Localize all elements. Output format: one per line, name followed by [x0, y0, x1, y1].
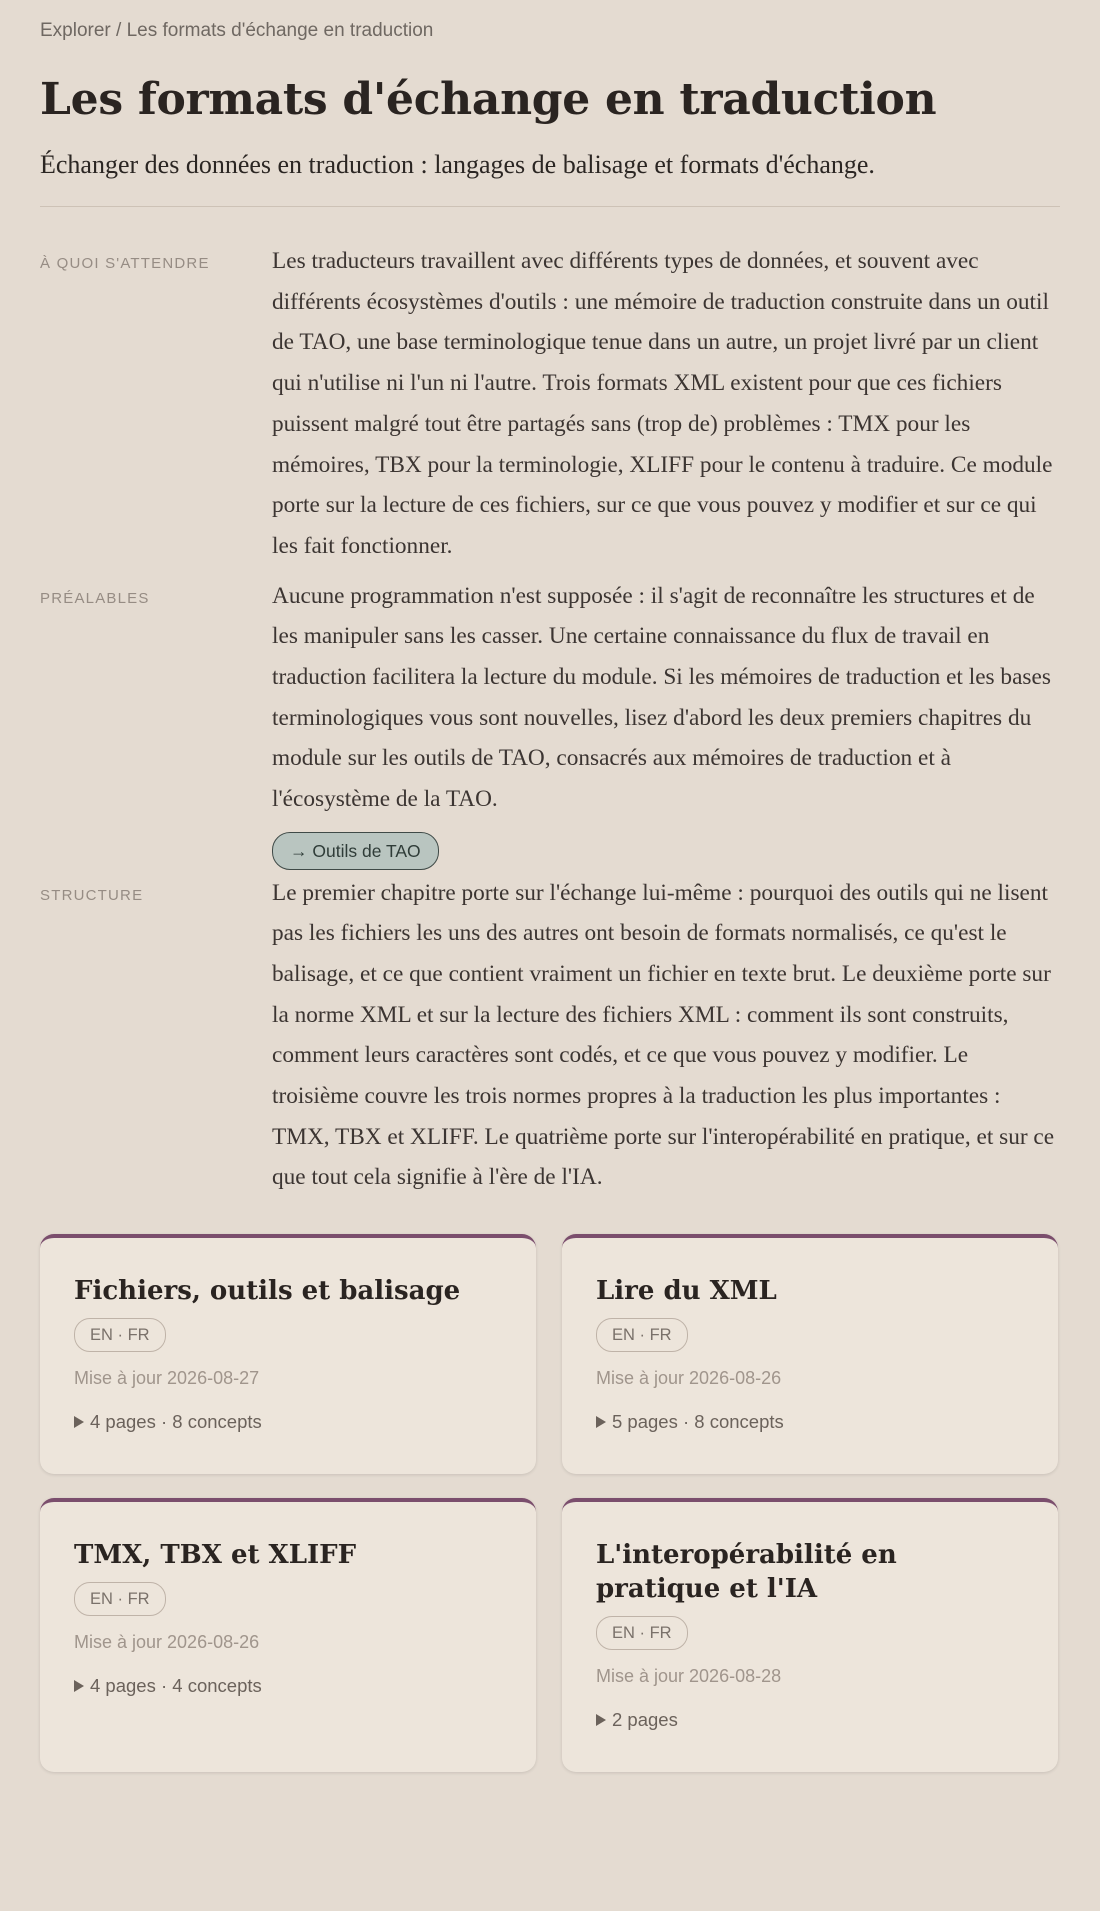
- updated-date: Mise à jour 2026-08-26: [74, 1632, 260, 1653]
- section-body: [272, 576, 1060, 871]
- chapter-card[interactable]: [40, 1234, 536, 1474]
- chapter-meta[interactable]: [596, 1708, 1024, 1732]
- page-title: Les formats d'échange en traduction: [40, 74, 937, 125]
- updated-date: Mise à jour 2026-08-28: [596, 1666, 782, 1687]
- section-text: Les traducteurs travaillent avec différents types de données, et souvent avec différents écosystèmes d'outils : une mémoire de traduction construite dans un outil de TAO, une base terminologique tenue dans un autre, un projet livré par un client qui n'utilise ni l'un ni l'autre. Trois formats XML existent pour que ces fichiers puissent malgré tout être partagés sans (trop de) problèmes : TMX pour les mémoires, TBX pour la terminologie, XLIFF pour le contenu à traduire. Ce module porte sur la lecture de ces fichiers, sur ce que vous pouvez y modifier et sur ce qui les fait fonctionner.: [272, 248, 1053, 559]
- section-structure: [40, 873, 1060, 1199]
- page-subtitle: Échanger des données en traduction : langages de balisage et formats d'échange.: [40, 150, 875, 179]
- divider: [40, 206, 1060, 207]
- chapter-meta-text: 5 pages · 8 concepts: [612, 1411, 784, 1433]
- triangle-right-icon: [596, 1714, 606, 1726]
- breadcrumb-separator: /: [110, 20, 127, 41]
- chapter-meta-text: 4 pages · 4 concepts: [90, 1675, 262, 1697]
- section-prerequisites: [40, 576, 1060, 871]
- section-label: STRUCTURE: [40, 886, 144, 904]
- section-text: Le premier chapitre porte sur l'échange lui-même : pourquoi des outils qui ne lisent pas les fichiers les uns des autres ont besoin de formats normalisés, ce qu'est le balisage, et ce que contient vraiment un fichier en texte brut. Le deuxième porte sur la norme XML et sur la lecture des fichiers XML : comment ils sont construits, comment leurs caractères sont codés, et ce que vous pouvez y modifier. Le troisième couvre les trois normes propres à la traduction les plus importantes : TMX, TBX et XLIFF. Le quatrième porte sur l'interopérabilité en pratique, et sur ce que tout cela signifie à l'ère de l'IA.: [272, 879, 1055, 1191]
- chapter-meta[interactable]: [596, 1410, 1024, 1434]
- chapter-meta[interactable]: [74, 1410, 502, 1434]
- chapter-title[interactable]: Lire du XML: [596, 1276, 777, 1307]
- language-badge: EN · FR: [596, 1616, 688, 1650]
- chapter-card[interactable]: [562, 1498, 1058, 1772]
- breadcrumb: [40, 0, 1060, 42]
- language-badge: EN · FR: [596, 1318, 688, 1352]
- language-badge: EN · FR: [74, 1582, 166, 1616]
- breadcrumb-root-link[interactable]: Explorer: [40, 20, 111, 41]
- chapter-meta-text: 2 pages: [612, 1709, 678, 1731]
- chapter-title[interactable]: TMX, TBX et XLIFF: [74, 1540, 357, 1571]
- triangle-right-icon: [74, 1680, 84, 1692]
- breadcrumb-current: Les formats d'échange en traduction: [126, 20, 434, 41]
- language-badge: EN · FR: [74, 1318, 166, 1352]
- section-label: PRÉALABLES: [40, 589, 150, 607]
- triangle-right-icon: [74, 1416, 84, 1428]
- triangle-right-icon: [596, 1416, 606, 1428]
- chapter-card[interactable]: [40, 1498, 536, 1772]
- updated-date: Mise à jour 2026-08-26: [596, 1368, 782, 1389]
- cat-tools-link[interactable]: → Outils de TAO: [272, 832, 439, 870]
- chapter-title[interactable]: L'interopérabilité en pratique et l'IA: [596, 1540, 897, 1605]
- section-label: À QUOI S'ATTENDRE: [40, 255, 210, 272]
- chapter-cards: [40, 1234, 1060, 1772]
- section-body: [272, 241, 1060, 567]
- section-body: [272, 873, 1060, 1199]
- chapter-title[interactable]: Fichiers, outils et balisage: [74, 1276, 461, 1307]
- section-expectations: [40, 241, 1060, 567]
- chapter-card[interactable]: [562, 1234, 1058, 1474]
- updated-date: Mise à jour 2026-08-27: [74, 1368, 260, 1389]
- chapter-meta-text: 4 pages · 8 concepts: [90, 1411, 262, 1433]
- chapter-meta[interactable]: [74, 1674, 502, 1698]
- section-text: Aucune programmation n'est supposée : il s'agit de reconnaître les structures et de les manipuler sans les casser. Une certaine connaissance du flux de travail en traduction facilitera la lecture du module. Si les mémoires de traduction et les bases terminologiques vous sont nouvelles, lisez d'abord les deux premiers chapitres du module sur les outils de TAO, consacrés aux mémoires de traduction et à l'écosystème de la TAO.: [272, 582, 1051, 813]
